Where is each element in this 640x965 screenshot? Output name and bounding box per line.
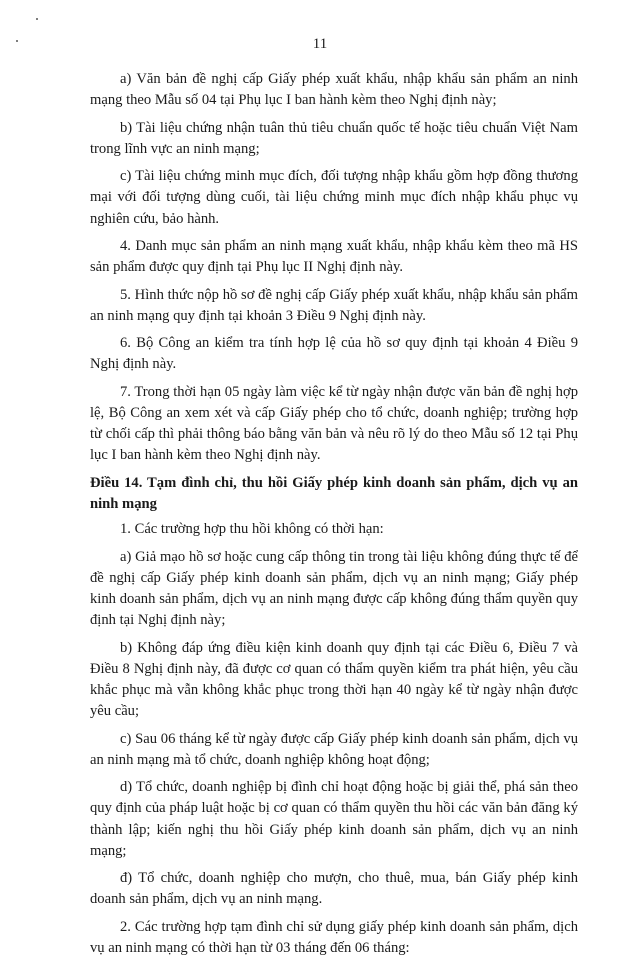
- document-body: [90, 69, 578, 965]
- paragraph-14-1d: d) Tổ chức, doanh nghiệp bị đình chỉ hoạt động hoặc bị giải thể, phá sản theo quy định của pháp luật hoặc bị cơ quan có thẩm quyền thu hồi các văn bản đăng ký thành lập; kiến nghị thu hồi Giấy phép kinh doanh sản phẩm, dịch vụ an ninh mạng;: [90, 779, 578, 859]
- article-14-heading: Điều 14. Tạm đình chỉ, thu hồi Giấy phép kinh doanh sản phẩm, dịch vụ an ninh mạng: [90, 474, 578, 512]
- paragraph-13-6: 6. Bộ Công an kiểm tra tính hợp lệ của hồ sơ quy định tại khoản 4 Điều 9 Nghị định này.: [90, 335, 578, 373]
- scan-mark: [36, 18, 38, 20]
- paragraph-13-5: 5. Hình thức nộp hồ sơ đề nghị cấp Giấy phép xuất khẩu, nhập khẩu sản phẩm an ninh mạng quy định tại khoản 3 Điều 9 Nghị định này.: [90, 286, 578, 324]
- paragraph-14-1c: c) Sau 06 tháng kể từ ngày được cấp Giấy phép kinh doanh sản phẩm, dịch vụ an ninh mạng mà tổ chức, doanh nghiệp không hoạt động;: [90, 730, 578, 768]
- paragraph-14-1b: b) Không đáp ứng điều kiện kinh doanh quy định tại các Điều 6, Điều 7 và Điều 8 Nghị định này, đã được cơ quan có thẩm quyền kiểm tra phát hiện, yêu cầu khắc phục mà vẫn không khắc phục trong thời hạn 40 ngày kể từ ngày nhận được yêu cầu;: [90, 639, 578, 720]
- paragraph-14-1dd: đ) Tổ chức, doanh nghiệp cho mượn, cho thuê, mua, bán Giấy phép kinh doanh sản phẩm, dịch vụ an ninh mạng.: [90, 870, 578, 908]
- paragraph-14-1: 1. Các trường hợp thu hồi không có thời hạn:: [120, 521, 384, 538]
- page-number: 11: [312, 36, 328, 52]
- paragraph-13-2b: b) Tài liệu chứng nhận tuân thủ tiêu chuẩn quốc tế hoặc tiêu chuẩn Việt Nam trong lĩnh vực an ninh mạng;: [90, 119, 578, 157]
- paragraph-13-4: 4. Danh mục sản phẩm an ninh mạng xuất khẩu, nhập khẩu kèm theo mã HS sản phẩm được quy định tại Phụ lục II Nghị định này.: [90, 237, 578, 276]
- paragraph-14-2: 2. Các trường hợp tạm đình chỉ sử dụng giấy phép kinh doanh sản phẩm, dịch vụ an ninh mạng có thời hạn từ 03 tháng đến 06 tháng:: [90, 918, 578, 956]
- paragraph-13-2a: a) Văn bản đề nghị cấp Giấy phép xuất khẩu, nhập khẩu sản phẩm an ninh mạng theo Mẫu số 04 tại Phụ lục I ban hành kèm theo Nghị định này;: [90, 71, 578, 109]
- paragraph-13-2c: c) Tài liệu chứng minh mục đích, đối tượng nhập khẩu gồm hợp đồng thương mại với đối tượng dùng cuối, tài liệu chứng minh mục đích nhập khẩu phục vụ nghiên cứu, bảo hành.: [90, 168, 578, 227]
- paragraph-14-1a: a) Giả mạo hồ sơ hoặc cung cấp thông tin trong tài liệu không đúng thực tế để đề nghị cấp Giấy phép kinh doanh sản phẩm, dịch vụ an ninh mạng; Giấy phép kinh doanh sản phẩm, dịch vụ an ninh mạng được cấp không đúng thẩm quyền quy định tại Nghị định này;: [90, 548, 578, 629]
- paragraph-13-7: 7. Trong thời hạn 05 ngày làm việc kể từ ngày nhận được văn bản đề nghị hợp lệ, Bộ Công an xem xét và cấp Giấy phép cho tổ chức, doanh nghiệp; trường hợp từ chối cấp thì phải thông báo bằng văn bản và nêu rõ lý do theo Mẫu số 12 tại Phụ lục I ban hành kèm theo Nghị định này.: [90, 383, 578, 464]
